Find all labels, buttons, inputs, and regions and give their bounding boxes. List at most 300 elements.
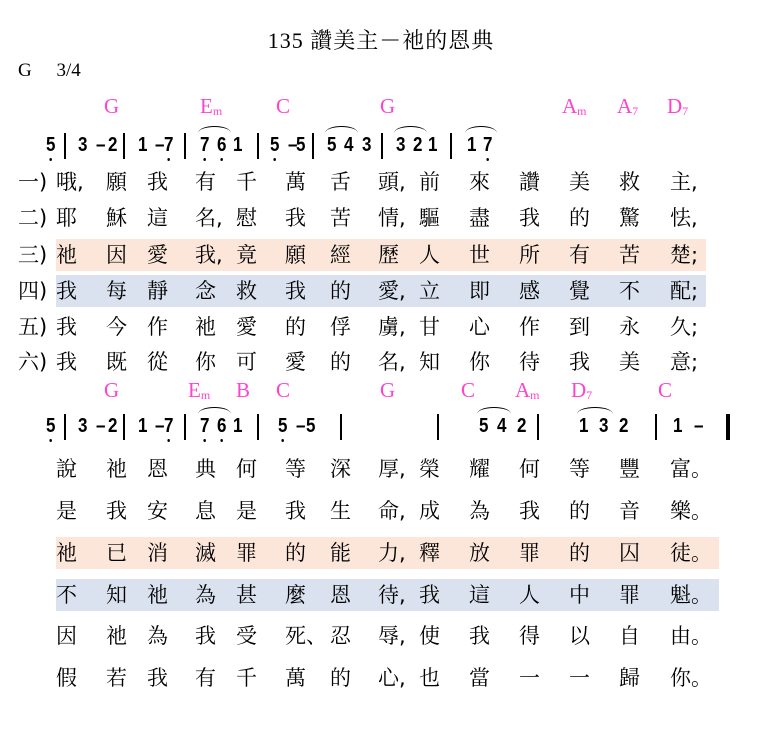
- lyric-syllable: 愛,: [378, 279, 406, 303]
- note-digit: 7: [200, 415, 210, 437]
- note: [362, 135, 371, 155]
- lyric-syllable: 麼: [285, 583, 306, 607]
- lyric-syllable: 永: [619, 315, 640, 339]
- lyric-syllable: 愛: [285, 350, 306, 374]
- chord-quality: m: [200, 388, 211, 402]
- lyric-syllable: 世: [469, 243, 490, 267]
- slur: [198, 407, 231, 414]
- chord-symbol: [380, 96, 395, 117]
- note: [164, 135, 173, 155]
- lyric-syllable: 祂: [106, 457, 127, 481]
- note-digit: 3: [362, 134, 372, 156]
- lyric-syllable: 知: [419, 350, 440, 374]
- note-digit: 4: [344, 134, 354, 156]
- chord-root: A: [617, 94, 633, 118]
- verse-number: 一): [18, 170, 48, 194]
- lyric-syllable: 經: [330, 243, 351, 267]
- lyric-syllable: 歸: [619, 666, 640, 690]
- lyric-syllable: 你: [469, 350, 490, 374]
- lyric-syllable: 你: [195, 350, 216, 374]
- lyric-syllable: 不: [619, 279, 640, 303]
- lyric-syllable: 苦: [330, 206, 351, 230]
- verse-line-3: [0, 537, 762, 569]
- lyric-syllable: 心,: [378, 666, 406, 690]
- note-digit: 1: [579, 415, 589, 437]
- lyric-syllable: 既: [106, 350, 127, 374]
- verse-line-5: [0, 620, 762, 652]
- chord-root: G: [380, 94, 396, 118]
- lyric-syllable: 徒。: [670, 541, 712, 565]
- note-digit: 5: [306, 415, 316, 437]
- note: [327, 135, 336, 155]
- verse-line-5: [0, 311, 762, 343]
- lyric-syllable: 祂: [195, 315, 216, 339]
- chord-root: D: [667, 94, 683, 118]
- lyric-syllable: 我: [56, 350, 77, 374]
- lyric-syllable: 說: [56, 457, 77, 481]
- chord-quality: m: [212, 104, 223, 118]
- lyric-syllable: 音: [619, 499, 640, 523]
- lyric-syllable: 苦: [619, 243, 640, 267]
- note: [138, 416, 147, 436]
- lyric-syllable: 美: [619, 350, 640, 374]
- lyric-syllable: 人: [419, 243, 440, 267]
- lyric-syllable: 忍: [330, 624, 351, 648]
- chord-root: C: [276, 378, 291, 402]
- note: [46, 416, 55, 436]
- chord-quality: m: [530, 388, 540, 402]
- lyric-syllable: 生: [330, 499, 351, 523]
- bar-line: [257, 414, 259, 440]
- lyric-syllable: 耶: [56, 206, 77, 230]
- note-digit: 7: [483, 134, 493, 156]
- verse-line-1: [0, 453, 762, 485]
- note: [78, 416, 87, 436]
- note-digit: 7: [200, 134, 210, 156]
- note: [344, 135, 353, 155]
- lyric-syllable: 我: [285, 206, 306, 230]
- lyric-syllable: 我: [285, 499, 306, 523]
- lyric-syllable: 是: [56, 499, 77, 523]
- lyric-syllable: 主,: [670, 170, 698, 194]
- slur: [477, 407, 511, 414]
- lyric-syllable: 受: [236, 624, 257, 648]
- chord-symbol: [562, 96, 587, 117]
- lyric-syllable: 甘: [419, 315, 440, 339]
- lyric-syllable: 這: [147, 206, 168, 230]
- chord-root: A: [562, 94, 578, 118]
- lyric-syllable: 的: [569, 206, 590, 230]
- note-digit: 5: [270, 134, 280, 156]
- lyric-syllable: 罪: [519, 541, 540, 565]
- note: [467, 135, 476, 155]
- lyric-syllable: 也: [419, 666, 440, 690]
- note: [579, 416, 588, 436]
- note: [278, 416, 287, 436]
- lyric-syllable: 為: [469, 499, 490, 523]
- bar-line: [450, 133, 452, 159]
- note: [619, 416, 628, 436]
- note: [46, 135, 55, 155]
- lyric-syllable: 祂: [106, 624, 127, 648]
- chord-quality: m: [577, 104, 587, 118]
- lyric-syllable: 你。: [670, 666, 712, 690]
- lyric-syllable: 恩: [330, 583, 351, 607]
- bar-line: [537, 414, 539, 440]
- note-digit: 1: [428, 134, 438, 156]
- lyric-syllable: 富。: [670, 457, 712, 481]
- lyric-syllable: 虜,: [378, 315, 406, 339]
- note: [233, 416, 242, 436]
- lyric-syllable: 的: [285, 315, 306, 339]
- note-digit: 5: [46, 415, 56, 437]
- note-digit: 5: [278, 415, 288, 437]
- note-digit: 7: [164, 415, 174, 437]
- note: [233, 135, 242, 155]
- lyric-syllable: 美: [569, 170, 590, 194]
- verse-line-4: [0, 275, 762, 307]
- hymn-title: 135 讚美主－祂的恩典: [267, 28, 495, 53]
- lyric-syllable: 我: [519, 206, 540, 230]
- lyric-syllable: 典: [195, 457, 216, 481]
- lyric-syllable: 萬: [285, 170, 306, 194]
- note-digit: 5: [327, 134, 337, 156]
- chord-root: E: [188, 378, 201, 402]
- lyric-syllable: 從: [147, 350, 168, 374]
- lyric-syllable: 為: [195, 583, 216, 607]
- lyric-syllable: 穌: [106, 206, 127, 230]
- chord-quality: 7: [586, 388, 593, 402]
- lyric-syllable: 作: [147, 315, 168, 339]
- lyric-syllable: 我: [195, 624, 216, 648]
- lyric-syllable: 頭,: [378, 170, 406, 194]
- dash: [96, 416, 105, 436]
- chord-symbol: [380, 380, 395, 401]
- verse-number: 三): [18, 243, 48, 267]
- bar-line: [64, 133, 66, 159]
- lyric-syllable: 厚,: [378, 457, 406, 481]
- verse-number: 六): [18, 350, 48, 374]
- lyric-syllable: 我: [519, 499, 540, 523]
- note-digit: 1: [467, 134, 477, 156]
- lyric-syllable: 久;: [670, 315, 699, 339]
- lyric-syllable: 祂: [56, 541, 77, 565]
- note-digit: 5: [46, 134, 56, 156]
- note: [108, 416, 117, 436]
- note: [599, 416, 608, 436]
- lyric-syllable: 名,: [378, 350, 406, 374]
- verse-line-3: [0, 239, 762, 271]
- lyric-syllable: 何: [519, 457, 540, 481]
- note-digit: –: [96, 134, 106, 156]
- lyric-syllable: 能: [330, 541, 351, 565]
- bar-line: [64, 414, 66, 440]
- lyric-syllable: 靜: [147, 279, 168, 303]
- lyric-syllable: 驅: [419, 206, 440, 230]
- slur: [577, 407, 613, 414]
- lyric-syllable: 我: [147, 666, 168, 690]
- lyric-syllable: 假: [56, 666, 77, 690]
- verse-number: 二): [18, 206, 48, 230]
- lyric-syllable: 樂。: [670, 499, 712, 523]
- lyric-syllable: 力,: [378, 541, 406, 565]
- lyric-syllable: 我: [469, 624, 490, 648]
- lyric-syllable: 有: [195, 666, 216, 690]
- lyric-syllable: 到: [569, 315, 590, 339]
- note-digit: 6: [217, 134, 227, 156]
- lyric-syllable: 愛: [147, 243, 168, 267]
- lyric-syllable: 榮: [419, 457, 440, 481]
- lyric-syllable: 當: [469, 666, 490, 690]
- lyric-syllable: 愛: [236, 315, 257, 339]
- lyric-syllable: 慰: [236, 206, 257, 230]
- lyric-syllable: 以: [569, 624, 590, 648]
- lyric-syllable: 安: [147, 499, 168, 523]
- note: [108, 135, 117, 155]
- lyric-syllable: 名,: [195, 206, 223, 230]
- bar-line: [123, 414, 125, 440]
- lyric-syllable: 深: [330, 457, 351, 481]
- note: [200, 416, 209, 436]
- lyric-syllable: 一: [519, 666, 540, 690]
- lyric-syllable: 情,: [378, 206, 406, 230]
- lyric-syllable: 救: [236, 279, 257, 303]
- note: [217, 416, 226, 436]
- chord-root: C: [658, 378, 673, 402]
- lyric-syllable: 我: [419, 583, 440, 607]
- lyric-syllable: 的: [330, 666, 351, 690]
- dash: [296, 416, 305, 436]
- chord-root: G: [104, 378, 120, 402]
- note-digit: 5: [479, 415, 489, 437]
- note-digit: –: [155, 415, 165, 437]
- lyric-syllable: 我: [285, 279, 306, 303]
- lyric-syllable: 待,: [378, 583, 406, 607]
- lyric-syllable: 歷: [378, 243, 399, 267]
- lyric-syllable: 驚: [619, 206, 640, 230]
- note-digit: 1: [673, 415, 683, 437]
- lyric-syllable: 俘: [330, 315, 351, 339]
- lyric-syllable: 耀: [469, 457, 490, 481]
- bar-line: [184, 414, 186, 440]
- lyric-syllable: 願: [106, 170, 127, 194]
- note-digit: 7: [164, 134, 174, 156]
- lyric-syllable: 罪: [236, 541, 257, 565]
- chord-root: C: [276, 94, 291, 118]
- lyric-syllable: 我: [56, 315, 77, 339]
- bar-line: [312, 133, 314, 159]
- lyric-syllable: 可: [236, 350, 257, 374]
- note: [200, 135, 209, 155]
- note-digit: 1: [233, 415, 243, 437]
- note-digit: 6: [217, 415, 227, 437]
- lyric-syllable: 舌: [330, 170, 351, 194]
- note: [138, 135, 147, 155]
- lyric-syllable: 的: [569, 541, 590, 565]
- note-digit: –: [694, 415, 704, 437]
- lyric-syllable: 心: [469, 315, 490, 339]
- chord-symbol: [461, 380, 475, 401]
- chord-root: C: [461, 378, 476, 402]
- slur: [325, 126, 358, 133]
- verse-line-4: [0, 579, 762, 611]
- lyric-syllable: 釋: [419, 541, 440, 565]
- verse-line-6: [0, 346, 762, 378]
- lyric-syllable: 等: [285, 457, 306, 481]
- lyric-syllable: 中: [569, 583, 590, 607]
- chord-symbol: [236, 380, 250, 401]
- lyric-syllable: 恩: [147, 457, 168, 481]
- verse-number: 四): [18, 279, 48, 303]
- lyric-syllable: 罪: [619, 583, 640, 607]
- lyric-syllable: 因: [106, 243, 127, 267]
- chord-symbol: [515, 380, 540, 401]
- key-label: G: [18, 60, 32, 81]
- lyric-syllable: 祂: [147, 583, 168, 607]
- note-digit: 5: [296, 134, 306, 156]
- lyric-syllable: 囚: [619, 541, 640, 565]
- lyric-syllable: 由。: [670, 624, 712, 648]
- bar-line: [437, 414, 439, 440]
- note-digit: 3: [78, 134, 88, 156]
- lyric-syllable: 有: [195, 170, 216, 194]
- lyric-syllable: 這: [469, 583, 490, 607]
- dash: [694, 416, 703, 436]
- lyric-syllable: 讚: [519, 170, 540, 194]
- lyric-syllable: 息: [195, 499, 216, 523]
- note: [413, 135, 422, 155]
- lyric-syllable: 的: [569, 499, 590, 523]
- lyric-syllable: 千: [236, 170, 257, 194]
- note: [296, 135, 305, 155]
- note-digit: –: [96, 415, 106, 437]
- lyric-syllable: 得: [519, 624, 540, 648]
- lyric-syllable: 有: [569, 243, 590, 267]
- lyric-syllable: 是: [236, 499, 257, 523]
- lyric-syllable: 已: [106, 541, 127, 565]
- lyric-syllable: 滅: [195, 541, 216, 565]
- note-digit: 3: [599, 415, 609, 437]
- lyric-syllable: 豐: [619, 457, 640, 481]
- note-digit: 2: [413, 134, 423, 156]
- lyric-syllable: 盡: [469, 206, 490, 230]
- lyric-syllable: 死、: [285, 624, 327, 648]
- lyric-syllable: 命,: [378, 499, 406, 523]
- dash: [96, 135, 105, 155]
- lyric-syllable: 成: [419, 499, 440, 523]
- chord-quality: 7: [682, 104, 689, 118]
- verse-number: 五): [18, 315, 48, 339]
- lyric-syllable: 來: [469, 170, 490, 194]
- lyric-syllable: 自: [619, 624, 640, 648]
- lyric-syllable: 作: [519, 315, 540, 339]
- lyric-syllable: 魁。: [670, 583, 712, 607]
- chord-root: B: [236, 378, 251, 402]
- note: [673, 416, 682, 436]
- note: [517, 416, 526, 436]
- note: [483, 135, 492, 155]
- lyric-syllable: 所: [519, 243, 540, 267]
- lyric-syllable: 哦,: [56, 170, 84, 194]
- lyric-syllable: 千: [236, 666, 257, 690]
- note: [270, 135, 279, 155]
- note-digit: –: [288, 134, 298, 156]
- lyric-syllable: 為: [147, 624, 168, 648]
- lyric-syllable: 祂: [56, 243, 77, 267]
- chord-symbol: [571, 380, 592, 401]
- lyric-syllable: 因: [56, 624, 77, 648]
- note: [479, 416, 488, 436]
- lyric-syllable: 甚: [236, 583, 257, 607]
- lyric-syllable: 消: [147, 541, 168, 565]
- lyric-syllable: 我,: [195, 243, 223, 267]
- bar-line: [257, 133, 259, 159]
- bar-line: [381, 133, 383, 159]
- note: [78, 135, 87, 155]
- lyric-syllable: 我: [106, 499, 127, 523]
- lyric-syllable: 萬: [285, 666, 306, 690]
- note: [497, 416, 506, 436]
- lyric-syllable: 若: [106, 666, 127, 690]
- note-digit: 2: [108, 415, 118, 437]
- note-digit: 2: [619, 415, 629, 437]
- lyric-syllable: 竟: [236, 243, 257, 267]
- lyric-syllable: 意;: [670, 350, 699, 374]
- note: [428, 135, 437, 155]
- final-bar-line: [726, 414, 730, 440]
- lyric-syllable: 楚;: [670, 243, 699, 267]
- lyric-syllable: 一: [569, 666, 590, 690]
- verse-line-2: [0, 495, 762, 527]
- lyric-syllable: 我: [569, 350, 590, 374]
- note-digit: –: [155, 134, 165, 156]
- time-signature: 3/4: [56, 60, 81, 81]
- lyric-syllable: 念: [195, 279, 216, 303]
- note-digit: 3: [396, 134, 406, 156]
- lyric-syllable: 等: [569, 457, 590, 481]
- lyric-syllable: 我: [147, 170, 168, 194]
- chord-root: G: [380, 378, 396, 402]
- lyric-syllable: 放: [469, 541, 490, 565]
- verse-line-6: [0, 662, 762, 694]
- lyric-syllable: 每: [106, 279, 127, 303]
- lyric-syllable: 配;: [670, 279, 699, 303]
- chord-symbol: [188, 380, 210, 401]
- lyric-syllable: 辱,: [378, 624, 406, 648]
- lyric-syllable: 願: [285, 243, 306, 267]
- bar-line: [655, 414, 657, 440]
- note: [306, 416, 315, 436]
- bar-line: [184, 133, 186, 159]
- note: [164, 416, 173, 436]
- note-digit: 3: [78, 415, 88, 437]
- lyric-syllable: 不: [56, 583, 77, 607]
- chord-symbol: [200, 96, 222, 117]
- note-digit: 1: [233, 134, 243, 156]
- chord-symbol: [658, 380, 672, 401]
- chord-symbol: [276, 96, 290, 117]
- chord-quality: 7: [632, 104, 639, 118]
- note-digit: 2: [108, 134, 118, 156]
- lyric-syllable: 待: [519, 350, 540, 374]
- chord-symbol: [276, 380, 290, 401]
- note: [217, 135, 226, 155]
- lyric-syllable: 即: [469, 279, 490, 303]
- lyric-syllable: 知: [106, 583, 127, 607]
- note-digit: 1: [138, 134, 148, 156]
- note-digit: 4: [497, 415, 507, 437]
- chord-root: G: [104, 94, 120, 118]
